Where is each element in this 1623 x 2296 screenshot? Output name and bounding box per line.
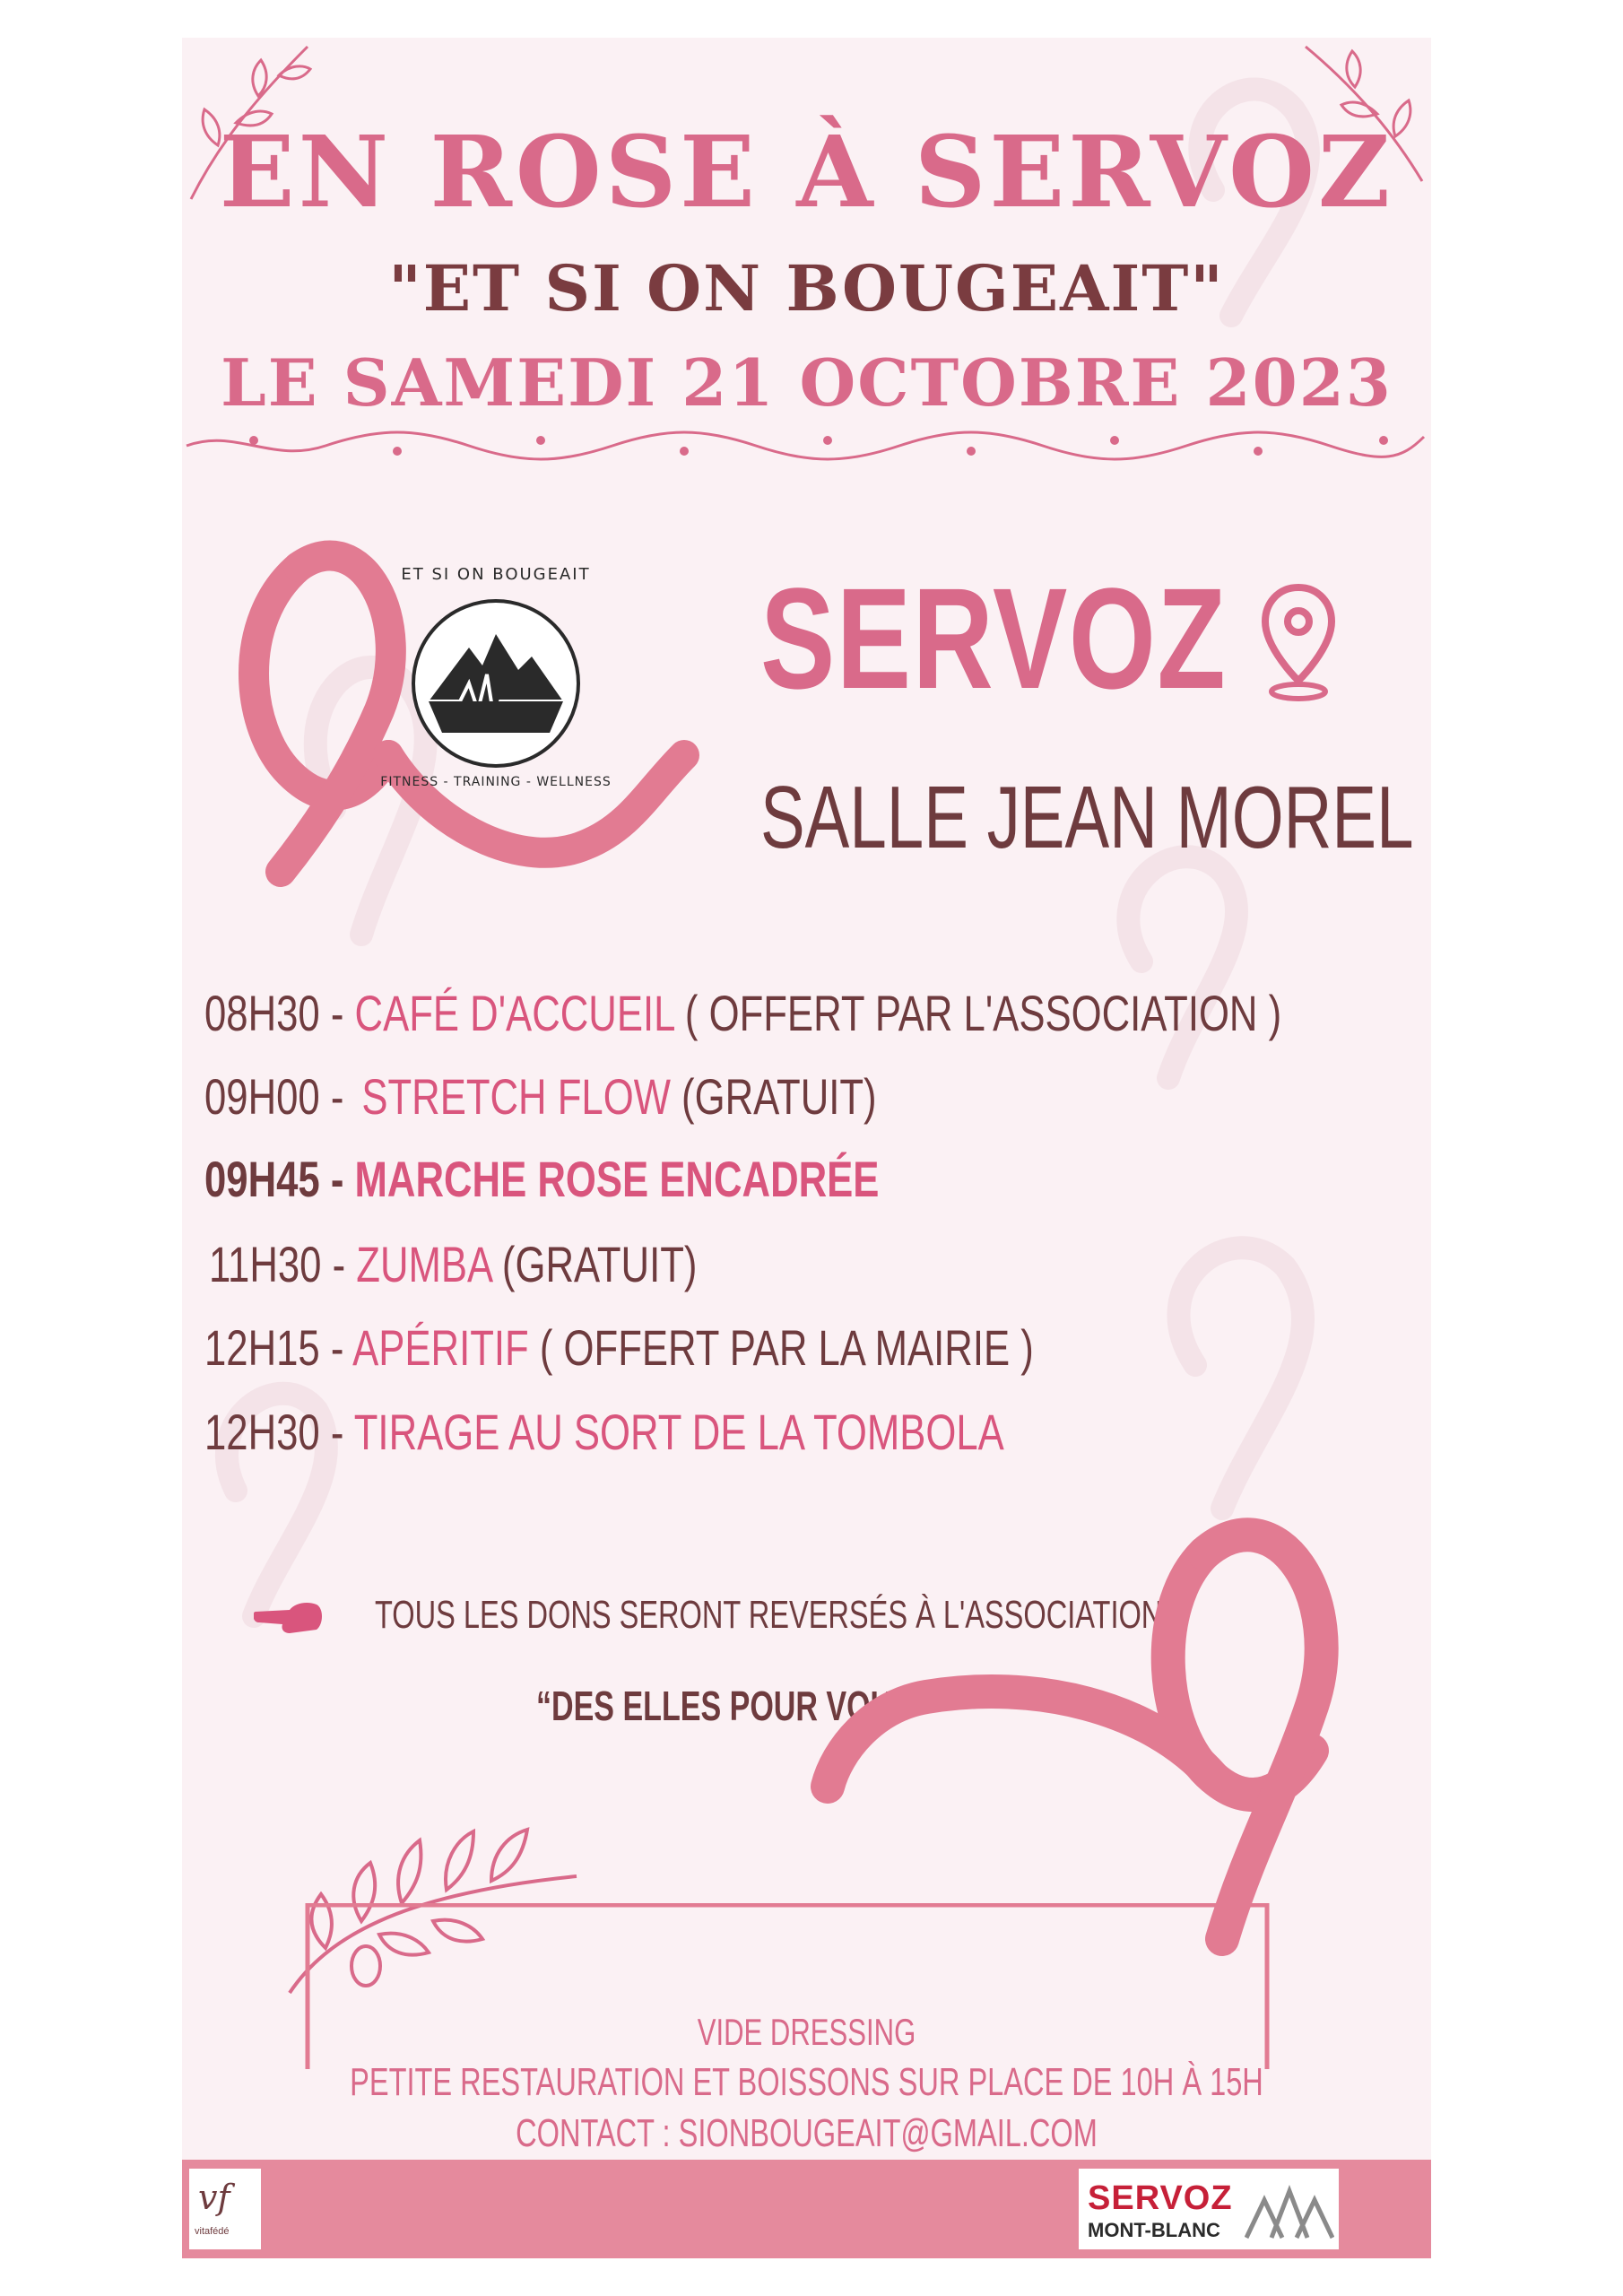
servoz-logo-name: SERVOZ <box>1088 2179 1233 2217</box>
schedule-row <box>204 1150 879 1208</box>
location-pin-icon <box>1258 580 1339 706</box>
event-date: LE SAMEDI 21 OCTOBRE 2023 <box>221 344 1393 421</box>
schedule-note: (GRATUIT) <box>681 1068 877 1125</box>
schedule-row <box>204 1403 1004 1461</box>
servoz-logo-subtitle: MONT-BLANC <box>1088 2219 1220 2241</box>
event-subtitle: "ET SI ON BOUGEAIT" <box>388 251 1225 326</box>
servoz-logo <box>1079 2169 1339 2249</box>
schedule-time: 09H45 - <box>204 1151 344 1207</box>
schedule-activity: APÉRITIF <box>352 1319 529 1376</box>
vitafede-logo <box>189 2169 261 2249</box>
schedule-time: 12H30 - <box>204 1404 344 1460</box>
schedule-time: 11H30 - <box>209 1236 346 1292</box>
schedule-row <box>204 1318 1034 1377</box>
pointing-hand-icon <box>254 1594 325 1639</box>
schedule-note: ( OFFERT PAR L'ASSOCIATION ) <box>684 985 1282 1041</box>
vitafede-logo-caption: vitafédé <box>195 2226 230 2237</box>
info-vide-dressing: VIDE DRESSING <box>697 2011 916 2053</box>
schedule-note: ( OFFERT PAR LA MAIRIE ) <box>539 1319 1034 1376</box>
location-venue: SALLE JEAN MOREL <box>760 768 1414 866</box>
footer-bar <box>182 2160 1431 2258</box>
schedule-activity: MARCHE ROSE ENCADRÉE <box>354 1151 880 1207</box>
schedule-activity: TIRAGE AU SORT DE LA TOMBOLA <box>353 1404 1004 1460</box>
mountain-icon <box>1245 2182 1334 2240</box>
schedule-time: 12H15 - <box>204 1319 344 1376</box>
location-town: SERVOZ <box>760 558 1228 718</box>
schedule-activity: STRETCH FLOW <box>361 1068 671 1125</box>
poster <box>182 38 1431 2258</box>
logo-text-top: ET SI ON BOUGEAIT <box>401 565 591 584</box>
schedule-row <box>204 984 1281 1042</box>
logo-text-bottom: FITNESS - TRAINING - WELLNESS <box>380 775 612 789</box>
association-logo <box>380 565 612 791</box>
info-contact: CONTACT : SIONBOUGEAIT@GMAIL.COM <box>516 2111 1098 2155</box>
info-restauration: PETITE RESTAURATION ET BOISSONS SUR PLACE DE 10H À 15H <box>350 2060 1263 2104</box>
schedule-time: 09H00 - <box>204 1068 344 1125</box>
pink-ribbon-right <box>810 1473 1431 1975</box>
schedule-note: (GRATUIT) <box>501 1236 698 1292</box>
schedule-row <box>209 1235 697 1293</box>
event-title: EN ROSE À SERVOZ <box>219 114 1394 230</box>
donation-association: “DES ELLES POUR VOUS” <box>536 1683 928 1729</box>
vine-divider <box>182 419 1431 473</box>
schedule-activity: ZUMBA <box>356 1236 491 1292</box>
vitafede-logo-mark: vf <box>198 2178 230 2217</box>
schedule-row <box>204 1067 877 1126</box>
donation-text: TOUS LES DONS SERONT REVERSÉS À L'ASSOCIATION <box>375 1593 1163 1637</box>
schedule-activity: CAFÉ D'ACCUEIL <box>354 985 674 1041</box>
schedule-time: 08H30 - <box>204 985 344 1041</box>
